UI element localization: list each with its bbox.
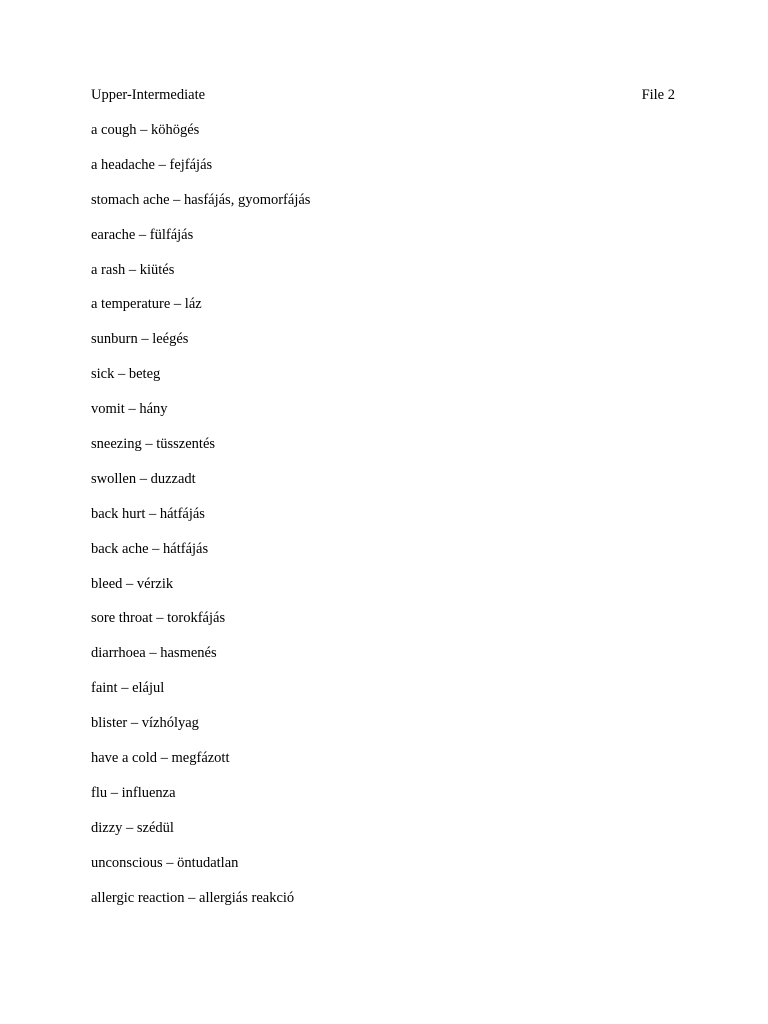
- page-header: [91, 86, 675, 104]
- vocabulary-list: [91, 121, 310, 923]
- vocab-entry: swollen – duzzadt: [91, 470, 196, 487]
- vocab-entry: back hurt – hátfájás: [91, 505, 205, 522]
- vocab-entry: faint – elájul: [91, 680, 165, 697]
- vocab-entry: sneezing – tüsszentés: [91, 436, 216, 453]
- vocab-entry: have a cold – megfázott: [91, 750, 230, 767]
- vocab-entry: earache – fülfájás: [91, 226, 194, 243]
- vocab-entry: allergic reaction – allergiás reakció: [91, 889, 295, 906]
- file-label: File 2: [641, 87, 675, 103]
- vocab-entry: a cough – köhögés: [91, 122, 200, 138]
- vocab-entry: flu – influenza: [91, 784, 176, 801]
- vocab-entry: diarrhoea – hasmenés: [91, 645, 217, 662]
- vocab-entry: dizzy – szédül: [91, 819, 174, 836]
- vocab-entry: blister – vízhólyag: [91, 715, 199, 732]
- vocab-entry: back ache – hátfájás: [91, 540, 209, 557]
- vocab-entry: sunburn – leégés: [91, 331, 189, 348]
- vocab-entry: sore throat – torokfájás: [91, 610, 226, 627]
- vocab-entry: vomit – hány: [91, 401, 168, 418]
- vocab-entry: a rash – kiütés: [91, 261, 175, 278]
- vocab-entry: a temperature – láz: [91, 296, 202, 313]
- vocab-entry: stomach ache – hasfájás, gyomorfájás: [91, 191, 311, 208]
- vocab-entry: bleed – vérzik: [91, 575, 174, 592]
- vocab-entry: unconscious – öntudatlan: [91, 854, 239, 871]
- level-label: Upper-Intermediate: [91, 87, 206, 103]
- vocab-entry: sick – beteg: [91, 366, 161, 383]
- vocab-entry: a headache – fejfájás: [91, 156, 213, 173]
